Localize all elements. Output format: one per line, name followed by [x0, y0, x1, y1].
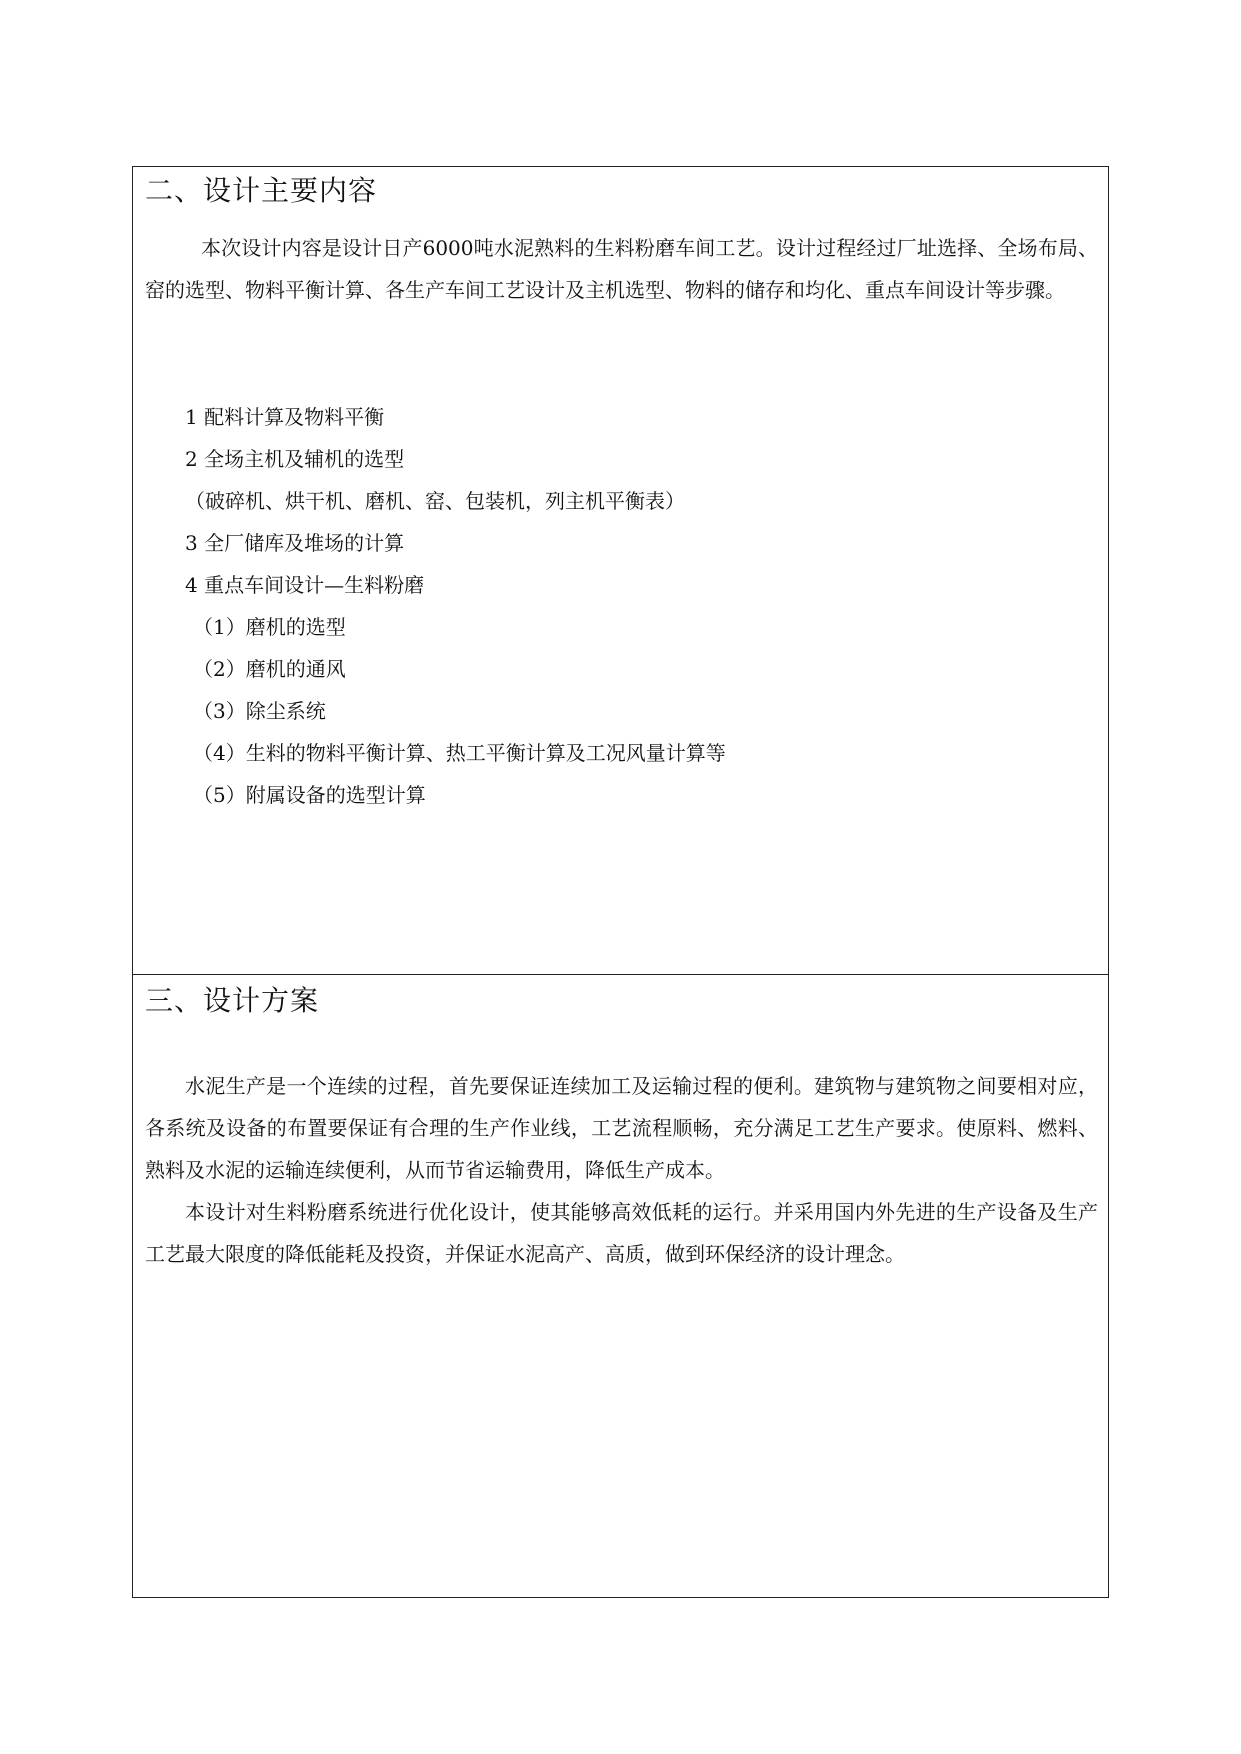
plan-paragraph: 本设计对生料粉磨系统进行优化设计，使其能够高效低耗的运行。并采用国内外先进的生产设备及生产工艺最大限度的降低能耗及投资，并保证水泥高产、高质，做到环保经济的设计理念。 — [145, 1200, 1098, 1266]
list-item: （2）磨机的通风 — [193, 657, 346, 681]
section-title: 三、设计方案 — [145, 984, 320, 1017]
list-item: （3）除尘系统 — [193, 699, 326, 723]
list-item: （1）磨机的选型 — [193, 615, 346, 639]
form-table — [132, 166, 1109, 1598]
section-design-content — [133, 167, 1108, 975]
list-item: 1 配料计算及物料平衡 — [185, 405, 385, 429]
list-item: 3 全厂储库及堆场的计算 — [185, 531, 405, 555]
list-item: 2 全场主机及辅机的选型 — [185, 447, 405, 471]
list-item: 4 重点车间设计—生料粉磨 — [185, 573, 425, 597]
section-title: 二、设计主要内容 — [145, 174, 378, 207]
plan-paragraph: 水泥生产是一个连续的过程，首先要保证连续加工及运输过程的便利。建筑物与建筑物之间要相对应，各系统及设备的布置要保证有合理的生产作业线，工艺流程顺畅，充分满足工艺生产要求。使原料、燃料、熟料及水泥的运输连续便利，从而节省运输费用，降低生产成本。 — [145, 1074, 1098, 1182]
list-item: （5）附属设备的选型计算 — [193, 783, 426, 807]
intro-paragraph: 本次设计内容是设计日产6000吨水泥熟料的生料粉磨车间工艺。设计过程经过厂址选择、全场布局、窑的选型、物料平衡计算、各生产车间工艺设计及主机选型、物料的储存和均化、重点车间设计等步骤。 — [145, 236, 1098, 302]
list-item: （4）生料的物料平衡计算、热工平衡计算及工况风量计算等 — [193, 741, 726, 765]
list-item: （破碎机、烘干机、磨机、窑、包装机，列主机平衡表） — [185, 489, 685, 513]
